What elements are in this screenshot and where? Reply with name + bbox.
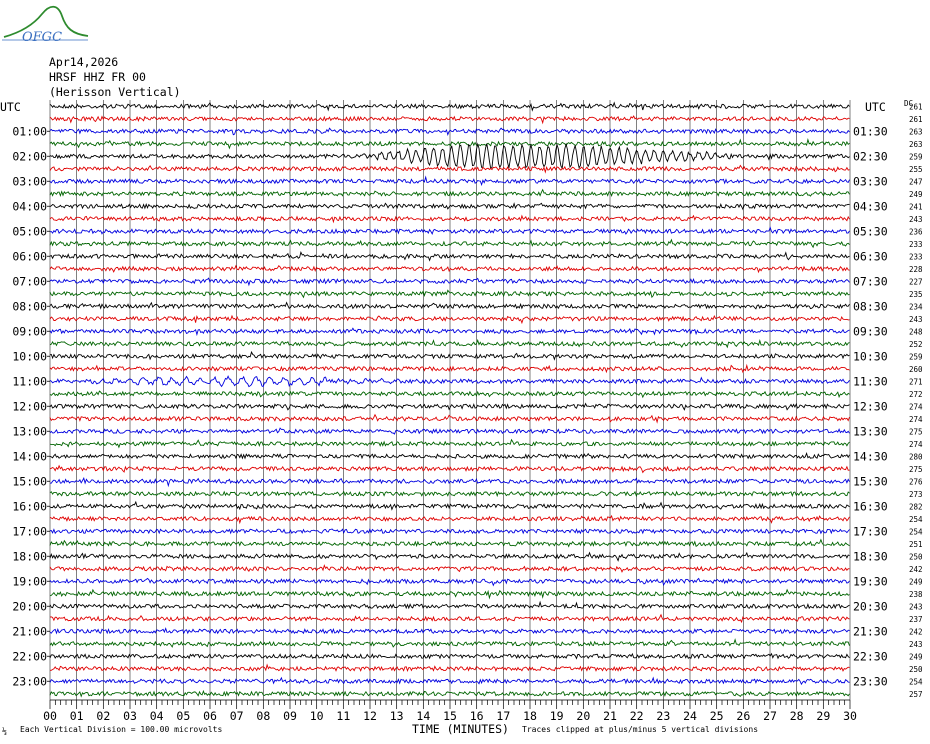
hour-label-right: 01:30 [853,124,888,139]
hour-label-right: 03:30 [853,174,888,189]
dc-value: 261 [909,114,923,124]
hour-label-left: 21:00 [12,624,47,639]
hour-label-right: 09:30 [853,324,888,339]
dc-value: 242 [909,627,923,637]
x-tick-label: 04 [149,709,164,723]
dc-value: 233 [909,252,923,262]
dc-value: 236 [909,227,923,237]
corner-mark: ⅓ [2,727,7,736]
right-axis-title: UTC [865,100,886,114]
dc-value: 242 [909,564,923,574]
x-tick-label: 30 [843,709,857,723]
dc-value: 273 [909,489,923,499]
x-tick-label: 20 [576,709,591,723]
hour-label-left: 09:00 [12,324,47,339]
hour-label-right: 05:30 [853,224,888,239]
hour-label-right: 07:30 [853,274,888,289]
hour-label-left: 18:00 [12,549,47,564]
dc-value: 274 [909,439,923,449]
hour-label-right: 16:30 [853,499,888,514]
x-tick-label: 21 [603,709,617,723]
dc-value: 250 [909,664,923,674]
hour-label-left: 06:00 [12,249,47,264]
x-tick-label: 22 [629,709,644,723]
left-axis-title: UTC [0,100,21,114]
hour-label-right: 15:30 [853,474,888,489]
x-tick-label: 01 [69,709,84,723]
hour-label-left: 22:00 [12,649,47,664]
hour-label-right: 20:30 [853,599,888,614]
x-tick-label: 17 [496,709,511,723]
dc-value: 243 [909,314,923,324]
hour-label-left: 13:00 [12,424,47,439]
hour-label-left: 15:00 [12,474,47,489]
x-tick-label: 13 [389,709,404,723]
dc-value: 243 [909,214,923,224]
hour-label-left: 14:00 [12,449,47,464]
hour-label-right: 08:30 [853,299,888,314]
dc-value: 255 [909,164,923,174]
x-tick-label: 19 [549,709,564,723]
dc-value: 238 [909,589,923,599]
clip-note: Traces clipped at plus/minus 5 vertical divisions [522,725,759,734]
x-axis-title: TIME (MINUTES) [412,722,509,736]
x-tick-label: 07 [229,709,244,723]
x-tick-label: 08 [256,709,271,723]
dc-value: 272 [909,389,923,399]
hour-label-right: 18:30 [853,549,888,564]
hour-label-right: 12:30 [853,399,888,414]
dc-value: 237 [909,614,923,624]
dc-value: 243 [909,602,923,612]
dc-value: 234 [909,302,923,312]
hour-label-left: 20:00 [12,599,47,614]
hour-label-left: 07:00 [12,274,47,289]
dc-value: 233 [909,239,923,249]
x-tick-label: 09 [283,709,297,723]
x-tick-label: 28 [789,709,804,723]
x-tick-label: 05 [176,709,191,723]
x-tick-label: 27 [763,709,777,723]
hour-label-left: 23:00 [12,674,47,689]
x-tick-label: 02 [96,709,111,723]
hour-label-left: 16:00 [12,499,47,514]
x-tick-label: 26 [736,709,751,723]
x-tick-label: 24 [683,709,697,723]
header-date: Apr14,2026 [49,55,119,69]
dc-value: 249 [909,652,923,662]
dc-value: 275 [909,464,923,474]
dc-value: 259 [909,352,923,362]
hour-label-right: 22:30 [853,649,888,664]
dc-value: 252 [909,339,923,349]
hour-label-left: 17:00 [12,524,47,539]
dc-value: 243 [909,639,923,649]
x-tick-label: 23 [656,709,671,723]
dc-value: 251 [909,539,923,549]
x-tick-label: 16 [469,709,484,723]
hour-label-right: 11:30 [853,374,888,389]
dc-value: 248 [909,327,923,337]
dc-value: 254 [909,514,923,524]
x-tick-label: 00 [43,709,57,723]
hour-label-right: 14:30 [853,449,888,464]
hour-label-right: 10:30 [853,349,888,364]
header-description: (Herisson Vertical) [49,85,181,99]
dc-value: 254 [909,677,923,687]
x-tick-label: 06 [203,709,217,723]
header-station: HRSF HHZ FR 00 [49,70,146,84]
hour-label-left: 11:00 [12,374,47,389]
hour-label-left: 01:00 [12,124,47,139]
hour-label-left: 08:00 [12,299,47,314]
dc-value: 263 [909,127,923,137]
x-tick-label: 25 [709,709,724,723]
dc-value: 280 [909,452,923,462]
vertical-division-note: Each Vertical Division = 100.00 microvolts [20,725,223,734]
dc-value: 274 [909,402,923,412]
dc-value: 249 [909,577,923,587]
dc-value: 241 [909,202,923,212]
logo-text: OFGC [22,30,63,45]
dc-value: 228 [909,264,923,274]
hour-label-left: 05:00 [12,224,47,239]
x-tick-label: 29 [816,709,831,723]
hour-label-right: 02:30 [853,149,888,164]
hour-label-right: 04:30 [853,199,888,214]
hour-label-right: 19:30 [853,574,888,589]
dc-value: 227 [909,277,923,287]
dc-value: 235 [909,289,923,299]
x-tick-label: 15 [443,709,457,723]
hour-label-right: 21:30 [853,624,888,639]
dc-value: 249 [909,189,923,199]
x-tick-label: 14 [416,709,431,723]
hour-label-right: 13:30 [853,424,888,439]
dc-value: 257 [909,689,923,699]
dc-value: 275 [909,427,923,437]
hour-label-right: 06:30 [853,249,888,264]
dc-value: 276 [909,477,923,487]
dc-value: 282 [909,502,923,512]
hour-label-right: 17:30 [853,524,888,539]
x-tick-label: 12 [363,709,377,723]
dc-value: 259 [909,152,923,162]
x-tick-label: 11 [336,709,351,723]
hour-label-left: 02:00 [12,149,47,164]
dc-value: 261 [909,102,923,112]
dc-value: 247 [909,177,923,187]
dc-value: 271 [909,377,923,387]
hour-label-left: 03:00 [12,174,47,189]
hour-label-left: 12:00 [12,399,47,414]
x-tick-label: 10 [309,709,324,723]
dc-value: 250 [909,552,923,562]
hour-label-left: 04:00 [12,199,47,214]
dc-value: 274 [909,414,923,424]
dc-header: DC [904,99,914,108]
dc-value: 260 [909,364,923,374]
dc-value: 254 [909,527,923,537]
hour-label-left: 10:00 [12,349,47,364]
hour-label-right: 23:30 [853,674,888,689]
x-tick-label: 03 [123,709,137,723]
hour-label-left: 19:00 [12,574,47,589]
dc-value: 263 [909,139,923,149]
x-tick-label: 18 [523,709,537,723]
